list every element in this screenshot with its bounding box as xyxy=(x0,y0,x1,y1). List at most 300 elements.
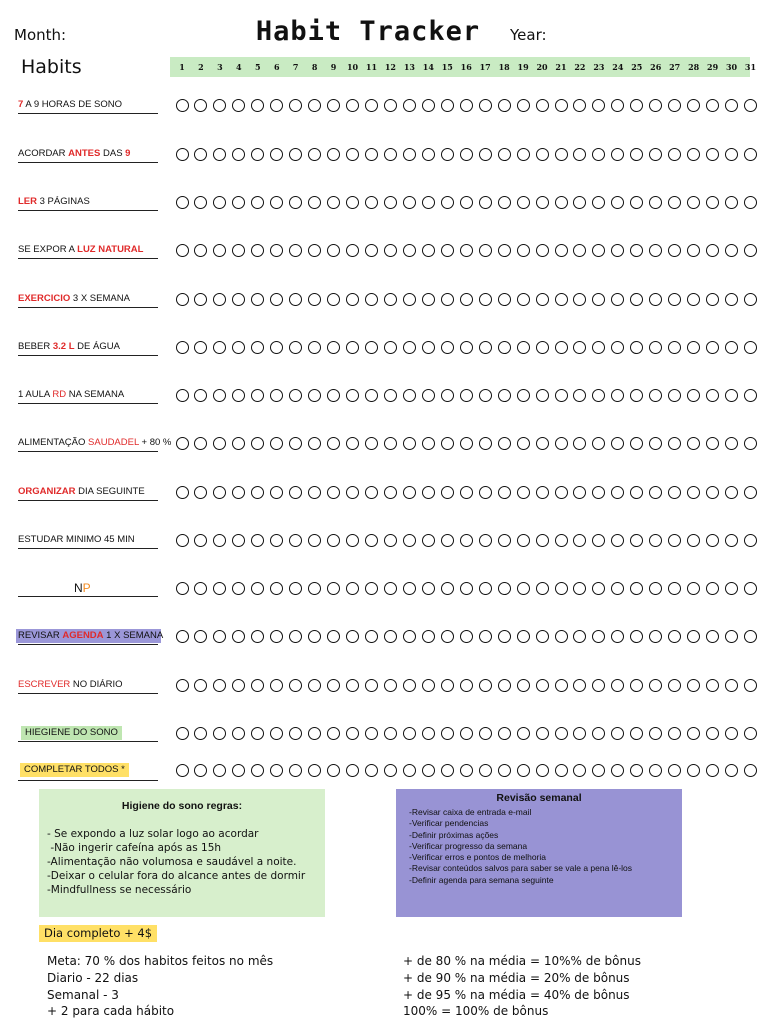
day-checkbox[interactable] xyxy=(649,764,662,777)
day-checkbox[interactable] xyxy=(592,727,605,740)
day-checkbox[interactable] xyxy=(611,764,624,777)
day-checkbox[interactable] xyxy=(441,630,454,643)
day-checkbox[interactable] xyxy=(725,196,738,209)
day-checkbox[interactable] xyxy=(270,679,283,692)
day-checkbox[interactable] xyxy=(422,341,435,354)
day-checkbox[interactable] xyxy=(365,341,378,354)
day-checkbox[interactable] xyxy=(251,679,264,692)
day-checkbox[interactable] xyxy=(536,727,549,740)
day-checkbox[interactable] xyxy=(630,679,643,692)
day-checkbox[interactable] xyxy=(232,341,245,354)
day-checkbox[interactable] xyxy=(270,389,283,402)
day-checkbox[interactable] xyxy=(270,764,283,777)
day-checkbox[interactable] xyxy=(517,534,530,547)
day-checkbox[interactable] xyxy=(251,341,264,354)
day-checkbox[interactable] xyxy=(176,341,189,354)
day-checkbox[interactable] xyxy=(460,389,473,402)
day-checkbox[interactable] xyxy=(346,99,359,112)
day-checkbox[interactable] xyxy=(289,244,302,257)
day-checkbox[interactable] xyxy=(517,148,530,161)
day-checkbox[interactable] xyxy=(365,99,378,112)
day-checkbox[interactable] xyxy=(517,293,530,306)
day-checkbox[interactable] xyxy=(725,582,738,595)
day-checkbox[interactable] xyxy=(479,582,492,595)
day-checkbox[interactable] xyxy=(270,534,283,547)
day-checkbox[interactable] xyxy=(630,437,643,450)
day-checkbox[interactable] xyxy=(630,486,643,499)
day-checkbox[interactable] xyxy=(460,437,473,450)
day-checkbox[interactable] xyxy=(517,99,530,112)
day-checkbox[interactable] xyxy=(498,437,511,450)
day-checkbox[interactable] xyxy=(289,727,302,740)
day-checkbox[interactable] xyxy=(498,534,511,547)
day-checkbox[interactable] xyxy=(422,582,435,595)
day-checkbox[interactable] xyxy=(744,534,757,547)
day-checkbox[interactable] xyxy=(592,196,605,209)
day-checkbox[interactable] xyxy=(630,148,643,161)
day-checkbox[interactable] xyxy=(668,534,681,547)
day-checkbox[interactable] xyxy=(555,99,568,112)
day-checkbox[interactable] xyxy=(232,727,245,740)
day-checkbox[interactable] xyxy=(498,764,511,777)
day-checkbox[interactable] xyxy=(668,99,681,112)
day-checkbox[interactable] xyxy=(592,293,605,306)
day-checkbox[interactable] xyxy=(611,293,624,306)
day-checkbox[interactable] xyxy=(498,341,511,354)
day-checkbox[interactable] xyxy=(479,679,492,692)
day-checkbox[interactable] xyxy=(384,341,397,354)
day-checkbox[interactable] xyxy=(517,764,530,777)
day-checkbox[interactable] xyxy=(403,148,416,161)
day-checkbox[interactable] xyxy=(403,437,416,450)
day-checkbox[interactable] xyxy=(555,727,568,740)
day-checkbox[interactable] xyxy=(194,764,207,777)
day-checkbox[interactable] xyxy=(573,244,586,257)
day-checkbox[interactable] xyxy=(668,293,681,306)
day-checkbox[interactable] xyxy=(725,341,738,354)
day-checkbox[interactable] xyxy=(592,630,605,643)
day-checkbox[interactable] xyxy=(725,437,738,450)
day-checkbox[interactable] xyxy=(365,148,378,161)
day-checkbox[interactable] xyxy=(630,630,643,643)
day-checkbox[interactable] xyxy=(706,534,719,547)
day-checkbox[interactable] xyxy=(498,244,511,257)
day-checkbox[interactable] xyxy=(327,582,340,595)
day-checkbox[interactable] xyxy=(232,679,245,692)
day-checkbox[interactable] xyxy=(270,293,283,306)
day-checkbox[interactable] xyxy=(573,582,586,595)
day-checkbox[interactable] xyxy=(687,630,700,643)
day-checkbox[interactable] xyxy=(592,389,605,402)
day-checkbox[interactable] xyxy=(725,486,738,499)
day-checkbox[interactable] xyxy=(270,486,283,499)
day-checkbox[interactable] xyxy=(649,582,662,595)
day-checkbox[interactable] xyxy=(365,534,378,547)
day-checkbox[interactable] xyxy=(213,486,226,499)
day-checkbox[interactable] xyxy=(232,148,245,161)
day-checkbox[interactable] xyxy=(365,389,378,402)
day-checkbox[interactable] xyxy=(668,486,681,499)
day-checkbox[interactable] xyxy=(573,99,586,112)
day-checkbox[interactable] xyxy=(630,341,643,354)
day-checkbox[interactable] xyxy=(573,630,586,643)
day-checkbox[interactable] xyxy=(213,293,226,306)
day-checkbox[interactable] xyxy=(384,99,397,112)
day-checkbox[interactable] xyxy=(460,486,473,499)
day-checkbox[interactable] xyxy=(725,630,738,643)
day-checkbox[interactable] xyxy=(403,244,416,257)
day-checkbox[interactable] xyxy=(498,582,511,595)
day-checkbox[interactable] xyxy=(441,534,454,547)
day-checkbox[interactable] xyxy=(308,727,321,740)
day-checkbox[interactable] xyxy=(346,486,359,499)
day-checkbox[interactable] xyxy=(270,582,283,595)
day-checkbox[interactable] xyxy=(536,582,549,595)
day-checkbox[interactable] xyxy=(213,148,226,161)
day-checkbox[interactable] xyxy=(441,582,454,595)
day-checkbox[interactable] xyxy=(555,582,568,595)
day-checkbox[interactable] xyxy=(403,679,416,692)
day-checkbox[interactable] xyxy=(422,534,435,547)
day-checkbox[interactable] xyxy=(460,148,473,161)
day-checkbox[interactable] xyxy=(422,486,435,499)
day-checkbox[interactable] xyxy=(422,764,435,777)
day-checkbox[interactable] xyxy=(213,534,226,547)
day-checkbox[interactable] xyxy=(725,99,738,112)
day-checkbox[interactable] xyxy=(498,679,511,692)
day-checkbox[interactable] xyxy=(573,679,586,692)
day-checkbox[interactable] xyxy=(308,389,321,402)
day-checkbox[interactable] xyxy=(403,630,416,643)
day-checkbox[interactable] xyxy=(668,437,681,450)
day-checkbox[interactable] xyxy=(536,534,549,547)
day-checkbox[interactable] xyxy=(251,486,264,499)
day-checkbox[interactable] xyxy=(176,244,189,257)
day-checkbox[interactable] xyxy=(479,389,492,402)
day-checkbox[interactable] xyxy=(706,630,719,643)
day-checkbox[interactable] xyxy=(517,486,530,499)
day-checkbox[interactable] xyxy=(422,727,435,740)
day-checkbox[interactable] xyxy=(725,148,738,161)
day-checkbox[interactable] xyxy=(289,341,302,354)
day-checkbox[interactable] xyxy=(744,486,757,499)
day-checkbox[interactable] xyxy=(327,389,340,402)
day-checkbox[interactable] xyxy=(232,764,245,777)
day-checkbox[interactable] xyxy=(403,99,416,112)
day-checkbox[interactable] xyxy=(573,389,586,402)
day-checkbox[interactable] xyxy=(706,196,719,209)
day-checkbox[interactable] xyxy=(308,293,321,306)
day-checkbox[interactable] xyxy=(555,630,568,643)
day-checkbox[interactable] xyxy=(668,679,681,692)
day-checkbox[interactable] xyxy=(536,630,549,643)
day-checkbox[interactable] xyxy=(251,534,264,547)
day-checkbox[interactable] xyxy=(630,727,643,740)
day-checkbox[interactable] xyxy=(592,679,605,692)
day-checkbox[interactable] xyxy=(687,293,700,306)
day-checkbox[interactable] xyxy=(422,99,435,112)
day-checkbox[interactable] xyxy=(517,679,530,692)
day-checkbox[interactable] xyxy=(611,679,624,692)
day-checkbox[interactable] xyxy=(706,764,719,777)
day-checkbox[interactable] xyxy=(384,148,397,161)
day-checkbox[interactable] xyxy=(573,293,586,306)
day-checkbox[interactable] xyxy=(270,196,283,209)
day-checkbox[interactable] xyxy=(422,389,435,402)
day-checkbox[interactable] xyxy=(403,293,416,306)
day-checkbox[interactable] xyxy=(649,630,662,643)
day-checkbox[interactable] xyxy=(592,244,605,257)
day-checkbox[interactable] xyxy=(573,727,586,740)
day-checkbox[interactable] xyxy=(592,582,605,595)
day-checkbox[interactable] xyxy=(668,630,681,643)
day-checkbox[interactable] xyxy=(536,679,549,692)
day-checkbox[interactable] xyxy=(327,196,340,209)
day-checkbox[interactable] xyxy=(668,389,681,402)
day-checkbox[interactable] xyxy=(232,389,245,402)
day-checkbox[interactable] xyxy=(384,196,397,209)
day-checkbox[interactable] xyxy=(479,196,492,209)
day-checkbox[interactable] xyxy=(592,437,605,450)
day-checkbox[interactable] xyxy=(194,630,207,643)
day-checkbox[interactable] xyxy=(194,244,207,257)
day-checkbox[interactable] xyxy=(346,437,359,450)
day-checkbox[interactable] xyxy=(384,244,397,257)
day-checkbox[interactable] xyxy=(725,727,738,740)
day-checkbox[interactable] xyxy=(706,341,719,354)
day-checkbox[interactable] xyxy=(536,148,549,161)
day-checkbox[interactable] xyxy=(176,582,189,595)
day-checkbox[interactable] xyxy=(346,293,359,306)
day-checkbox[interactable] xyxy=(479,293,492,306)
day-checkbox[interactable] xyxy=(706,486,719,499)
day-checkbox[interactable] xyxy=(270,148,283,161)
day-checkbox[interactable] xyxy=(460,582,473,595)
day-checkbox[interactable] xyxy=(308,196,321,209)
day-checkbox[interactable] xyxy=(346,341,359,354)
day-checkbox[interactable] xyxy=(365,582,378,595)
day-checkbox[interactable] xyxy=(649,244,662,257)
day-checkbox[interactable] xyxy=(327,437,340,450)
day-checkbox[interactable] xyxy=(611,341,624,354)
day-checkbox[interactable] xyxy=(498,486,511,499)
day-checkbox[interactable] xyxy=(422,244,435,257)
day-checkbox[interactable] xyxy=(725,534,738,547)
day-checkbox[interactable] xyxy=(441,389,454,402)
day-checkbox[interactable] xyxy=(289,437,302,450)
day-checkbox[interactable] xyxy=(213,244,226,257)
day-checkbox[interactable] xyxy=(460,99,473,112)
day-checkbox[interactable] xyxy=(630,244,643,257)
day-checkbox[interactable] xyxy=(251,582,264,595)
day-checkbox[interactable] xyxy=(687,727,700,740)
day-checkbox[interactable] xyxy=(744,148,757,161)
day-checkbox[interactable] xyxy=(384,486,397,499)
day-checkbox[interactable] xyxy=(327,148,340,161)
day-checkbox[interactable] xyxy=(611,244,624,257)
day-checkbox[interactable] xyxy=(289,679,302,692)
day-checkbox[interactable] xyxy=(194,534,207,547)
day-checkbox[interactable] xyxy=(384,764,397,777)
day-checkbox[interactable] xyxy=(706,148,719,161)
day-checkbox[interactable] xyxy=(630,293,643,306)
day-checkbox[interactable] xyxy=(346,679,359,692)
day-checkbox[interactable] xyxy=(573,534,586,547)
day-checkbox[interactable] xyxy=(403,196,416,209)
day-checkbox[interactable] xyxy=(687,148,700,161)
day-checkbox[interactable] xyxy=(498,727,511,740)
day-checkbox[interactable] xyxy=(744,679,757,692)
day-checkbox[interactable] xyxy=(365,727,378,740)
day-checkbox[interactable] xyxy=(422,437,435,450)
day-checkbox[interactable] xyxy=(536,196,549,209)
day-checkbox[interactable] xyxy=(194,389,207,402)
day-checkbox[interactable] xyxy=(668,727,681,740)
day-checkbox[interactable] xyxy=(611,196,624,209)
day-checkbox[interactable] xyxy=(346,196,359,209)
day-checkbox[interactable] xyxy=(687,534,700,547)
day-checkbox[interactable] xyxy=(270,727,283,740)
day-checkbox[interactable] xyxy=(649,534,662,547)
day-checkbox[interactable] xyxy=(384,534,397,547)
day-checkbox[interactable] xyxy=(744,630,757,643)
day-checkbox[interactable] xyxy=(365,244,378,257)
day-checkbox[interactable] xyxy=(555,196,568,209)
day-checkbox[interactable] xyxy=(194,148,207,161)
day-checkbox[interactable] xyxy=(327,99,340,112)
day-checkbox[interactable] xyxy=(498,99,511,112)
day-checkbox[interactable] xyxy=(251,196,264,209)
day-checkbox[interactable] xyxy=(213,630,226,643)
day-checkbox[interactable] xyxy=(460,196,473,209)
day-checkbox[interactable] xyxy=(725,679,738,692)
day-checkbox[interactable] xyxy=(649,727,662,740)
day-checkbox[interactable] xyxy=(706,389,719,402)
day-checkbox[interactable] xyxy=(441,99,454,112)
day-checkbox[interactable] xyxy=(327,293,340,306)
day-checkbox[interactable] xyxy=(327,486,340,499)
day-checkbox[interactable] xyxy=(194,341,207,354)
day-checkbox[interactable] xyxy=(687,764,700,777)
day-checkbox[interactable] xyxy=(194,293,207,306)
day-checkbox[interactable] xyxy=(479,244,492,257)
day-checkbox[interactable] xyxy=(498,196,511,209)
day-checkbox[interactable] xyxy=(536,389,549,402)
day-checkbox[interactable] xyxy=(536,341,549,354)
day-checkbox[interactable] xyxy=(649,99,662,112)
day-checkbox[interactable] xyxy=(403,389,416,402)
day-checkbox[interactable] xyxy=(479,486,492,499)
day-checkbox[interactable] xyxy=(327,630,340,643)
day-checkbox[interactable] xyxy=(573,341,586,354)
day-checkbox[interactable] xyxy=(555,437,568,450)
day-checkbox[interactable] xyxy=(327,679,340,692)
day-checkbox[interactable] xyxy=(441,148,454,161)
day-checkbox[interactable] xyxy=(517,341,530,354)
day-checkbox[interactable] xyxy=(706,99,719,112)
day-checkbox[interactable] xyxy=(327,534,340,547)
day-checkbox[interactable] xyxy=(232,630,245,643)
day-checkbox[interactable] xyxy=(725,244,738,257)
day-checkbox[interactable] xyxy=(346,727,359,740)
day-checkbox[interactable] xyxy=(194,99,207,112)
day-checkbox[interactable] xyxy=(384,293,397,306)
day-checkbox[interactable] xyxy=(251,148,264,161)
day-checkbox[interactable] xyxy=(687,389,700,402)
day-checkbox[interactable] xyxy=(744,389,757,402)
day-checkbox[interactable] xyxy=(687,437,700,450)
day-checkbox[interactable] xyxy=(289,534,302,547)
day-checkbox[interactable] xyxy=(403,764,416,777)
day-checkbox[interactable] xyxy=(327,341,340,354)
day-checkbox[interactable] xyxy=(365,486,378,499)
day-checkbox[interactable] xyxy=(365,630,378,643)
day-checkbox[interactable] xyxy=(232,244,245,257)
day-checkbox[interactable] xyxy=(384,630,397,643)
day-checkbox[interactable] xyxy=(460,630,473,643)
day-checkbox[interactable] xyxy=(649,196,662,209)
day-checkbox[interactable] xyxy=(611,582,624,595)
day-checkbox[interactable] xyxy=(441,679,454,692)
day-checkbox[interactable] xyxy=(479,341,492,354)
day-checkbox[interactable] xyxy=(630,196,643,209)
day-checkbox[interactable] xyxy=(611,99,624,112)
day-checkbox[interactable] xyxy=(232,534,245,547)
day-checkbox[interactable] xyxy=(270,437,283,450)
day-checkbox[interactable] xyxy=(176,764,189,777)
day-checkbox[interactable] xyxy=(555,486,568,499)
day-checkbox[interactable] xyxy=(555,244,568,257)
day-checkbox[interactable] xyxy=(422,679,435,692)
day-checkbox[interactable] xyxy=(536,486,549,499)
day-checkbox[interactable] xyxy=(668,341,681,354)
day-checkbox[interactable] xyxy=(308,630,321,643)
day-checkbox[interactable] xyxy=(517,244,530,257)
day-checkbox[interactable] xyxy=(555,293,568,306)
day-checkbox[interactable] xyxy=(403,534,416,547)
day-checkbox[interactable] xyxy=(251,764,264,777)
day-checkbox[interactable] xyxy=(649,293,662,306)
day-checkbox[interactable] xyxy=(668,764,681,777)
day-checkbox[interactable] xyxy=(592,148,605,161)
day-checkbox[interactable] xyxy=(384,679,397,692)
day-checkbox[interactable] xyxy=(706,437,719,450)
day-checkbox[interactable] xyxy=(706,293,719,306)
day-checkbox[interactable] xyxy=(611,630,624,643)
day-checkbox[interactable] xyxy=(441,293,454,306)
day-checkbox[interactable] xyxy=(176,148,189,161)
day-checkbox[interactable] xyxy=(346,630,359,643)
day-checkbox[interactable] xyxy=(744,196,757,209)
day-checkbox[interactable] xyxy=(327,244,340,257)
day-checkbox[interactable] xyxy=(668,582,681,595)
day-checkbox[interactable] xyxy=(441,727,454,740)
day-checkbox[interactable] xyxy=(176,534,189,547)
day-checkbox[interactable] xyxy=(573,148,586,161)
day-checkbox[interactable] xyxy=(194,679,207,692)
day-checkbox[interactable] xyxy=(460,764,473,777)
day-checkbox[interactable] xyxy=(232,582,245,595)
day-checkbox[interactable] xyxy=(232,99,245,112)
day-checkbox[interactable] xyxy=(289,764,302,777)
day-checkbox[interactable] xyxy=(592,764,605,777)
day-checkbox[interactable] xyxy=(725,293,738,306)
day-checkbox[interactable] xyxy=(744,437,757,450)
day-checkbox[interactable] xyxy=(649,148,662,161)
day-checkbox[interactable] xyxy=(441,196,454,209)
day-checkbox[interactable] xyxy=(630,582,643,595)
day-checkbox[interactable] xyxy=(555,148,568,161)
